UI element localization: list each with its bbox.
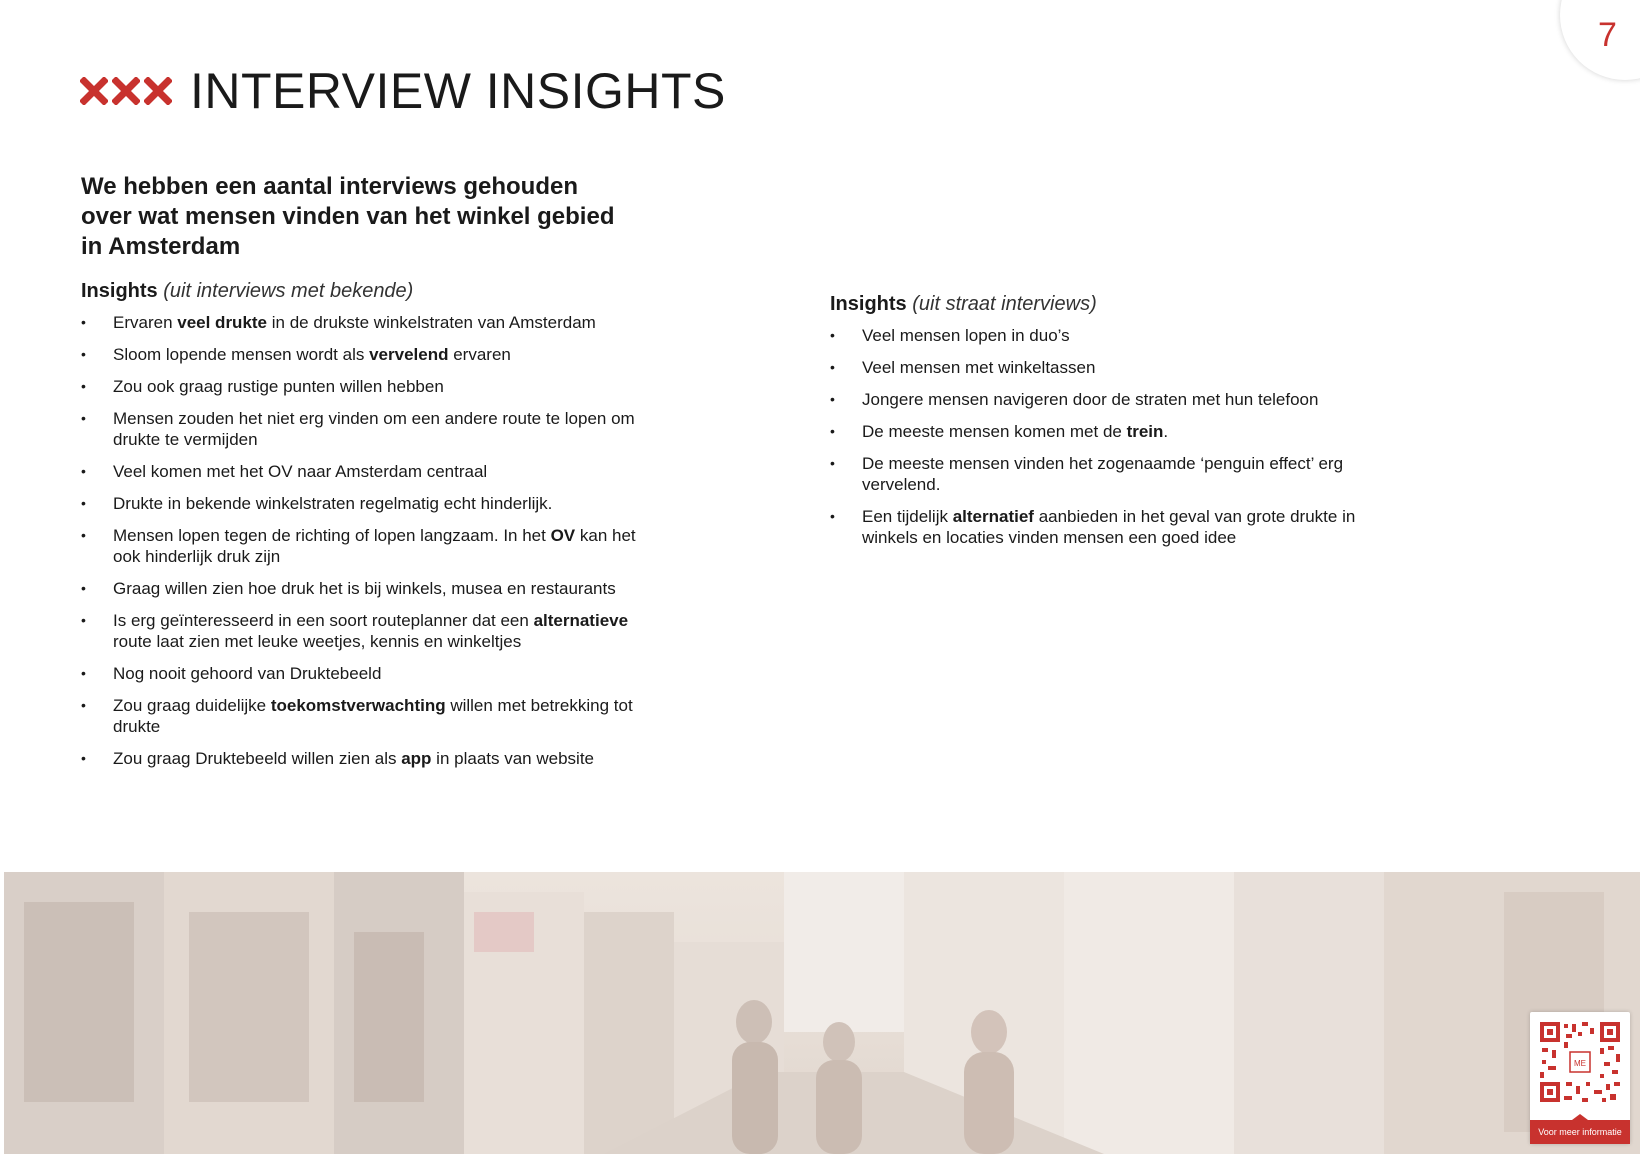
insight-item [81, 748, 641, 769]
insight-item [81, 610, 641, 652]
insight-item [81, 578, 641, 599]
page-title: INTERVIEW INSIGHTS [190, 63, 726, 119]
page-number-badge [1560, 0, 1640, 80]
cross-icon [144, 77, 172, 105]
section-heading [81, 278, 641, 304]
insight-item [830, 421, 1400, 442]
insight-item [81, 525, 641, 567]
insight-emphasis: app [401, 749, 432, 768]
insight-item [81, 663, 641, 684]
insight-item [81, 376, 641, 397]
insights-list [81, 312, 641, 769]
insight-text: Veel komen met het OV naar Amsterdam centraal [113, 462, 488, 481]
insight-text: Veel mensen lopen in duo’s [862, 326, 1070, 345]
cross-icon [112, 77, 140, 105]
header [80, 62, 726, 120]
section-heading [830, 291, 1400, 317]
street-photo [4, 872, 1640, 1154]
insight-item [81, 493, 641, 514]
insight-text: aanbieden in het geval van grote drukte in winkels en locaties vinden mensen een goed idee [862, 507, 1356, 547]
insight-item [830, 389, 1400, 410]
heading-italic: (uit straat interviews) [912, 293, 1097, 315]
insight-text: Mensen zouden het niet erg vinden om een andere route te lopen om drukte te vermijden [113, 409, 635, 449]
insight-text: Ervaren [113, 313, 178, 332]
insights-list [830, 325, 1400, 548]
insight-text: Veel mensen met winkeltassen [862, 358, 1096, 377]
insight-text: Zou graag Druktebeeld willen zien als [113, 749, 402, 768]
street-scene-illustration [4, 872, 1640, 1154]
insights-street-interviews [830, 291, 1400, 559]
insight-text: willen met betrekking tot drukte [113, 696, 633, 736]
insight-item [830, 453, 1400, 495]
insight-text: Mensen lopen tegen de richting of lopen langzaam. In het [113, 526, 551, 545]
insight-text: Drukte in bekende winkelstraten regelmatig echt hinderlijk. [113, 494, 553, 513]
insight-emphasis: toekomstverwachting [270, 696, 446, 715]
insight-emphasis: vervelend [369, 345, 449, 364]
insight-item [81, 312, 641, 333]
page-number: 7 [1598, 16, 1617, 54]
insight-emphasis: OV [550, 526, 576, 545]
heading-italic: (uit interviews met bekende) [163, 280, 414, 302]
insight-item [830, 506, 1400, 548]
insight-text: Zou ook graag rustige punten willen hebben [113, 377, 444, 396]
insight-text: . [1163, 422, 1169, 441]
insight-text: Nog nooit gehoord van Druktebeeld [113, 664, 382, 683]
insight-text: route laat zien met leuke weetjes, kennis en winkeltjes [113, 632, 522, 651]
insight-item [81, 695, 641, 737]
insight-emphasis: alternatieve [533, 611, 629, 630]
insight-item [81, 408, 641, 450]
insight-text: De meeste mensen vinden het zogenaamde ‘penguin effect’ erg vervelend. [862, 454, 1344, 494]
qr-label[interactable]: Voor meer informatie [1530, 1120, 1630, 1144]
heading-bold: Insights [830, 293, 907, 315]
qr-code-icon[interactable] [1538, 1020, 1622, 1104]
insight-text: in de drukste winkelstraten van Amsterdam [267, 313, 596, 332]
insight-text: Is erg geïnteresseerd in een soort routeplanner dat een [113, 611, 534, 630]
insight-item [830, 325, 1400, 346]
insight-emphasis: alternatief [952, 507, 1034, 526]
insight-item [81, 461, 641, 482]
insight-text: in plaats van website [431, 749, 594, 768]
insight-text: ervaren [448, 345, 511, 364]
insight-item [81, 344, 641, 365]
insight-text: Graag willen zien hoe druk het is bij winkels, musea en restaurants [113, 579, 616, 598]
insight-text: Jongere mensen navigeren door de straten met hun telefoon [862, 390, 1319, 409]
intro-text: We hebben een aantal interviews gehouden over wat mensen vinden van het winkel gebied in Amsterdam [81, 173, 615, 260]
qr-code-card[interactable] [1530, 1012, 1630, 1144]
amsterdam-crosses-logo [80, 77, 172, 105]
cross-icon [80, 77, 108, 105]
insight-text: Sloom lopende mensen wordt als [113, 345, 370, 364]
heading-bold: Insights [81, 280, 158, 302]
insight-emphasis: veel drukte [177, 313, 268, 332]
insights-known-interviews [81, 278, 641, 780]
insight-text: De meeste mensen komen met de [862, 422, 1127, 441]
insight-emphasis: trein [1126, 422, 1164, 441]
insight-text: Zou graag duidelijke [113, 696, 271, 715]
insight-text: Een tijdelijk [862, 507, 953, 526]
insight-item [830, 357, 1400, 378]
qr-center-text: ME [1574, 1059, 1586, 1068]
insight-text: kan het ook hinderlijk druk zijn [113, 526, 636, 566]
